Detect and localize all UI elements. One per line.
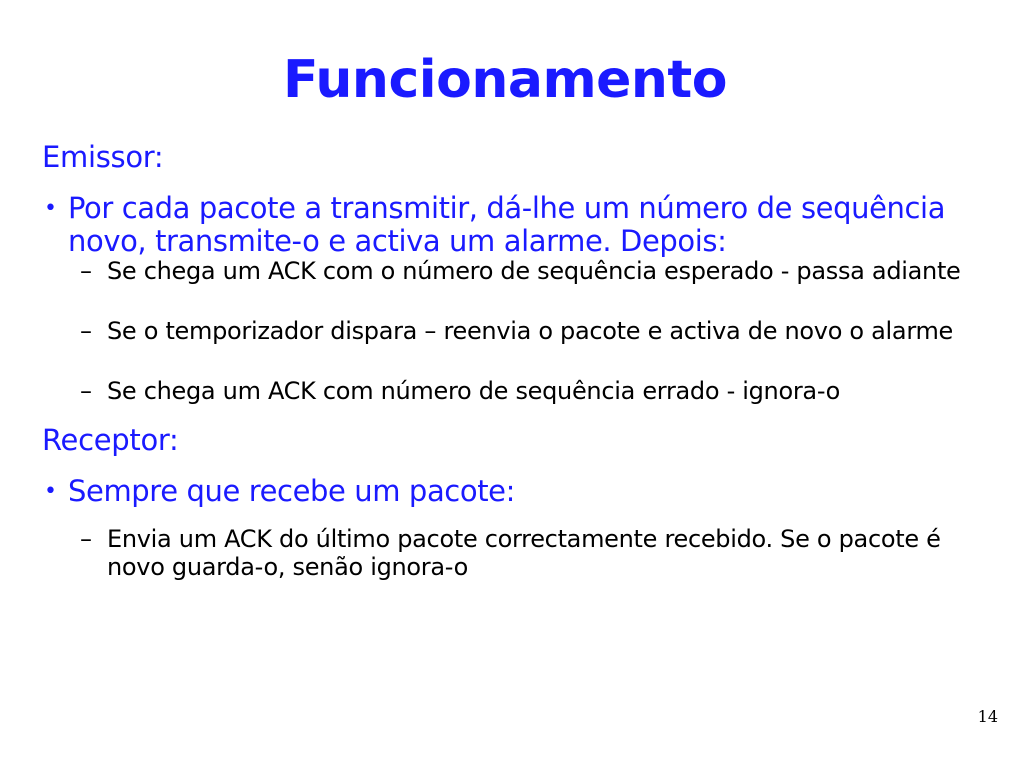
dash-marker: – (80, 525, 92, 553)
section-heading-receptor: Receptor: (42, 423, 179, 457)
sub-item-text: Se o temporizador dispara – reenvia o pacote e activa de novo o alarme (107, 317, 954, 345)
page-number: 14 (977, 707, 998, 726)
dash-marker: – (80, 257, 92, 285)
section-heading-emissor: Emissor: (42, 140, 164, 174)
bullet-marker: • (44, 196, 57, 221)
bullet-text: Sempre que recebe um pacote: (68, 474, 515, 508)
sub-item-text: Se chega um ACK com o número de sequência esperado - passa adiante (107, 257, 961, 285)
sub-item-text: Envia um ACK do último pacote correctamente recebido. Se o pacote é novo guarda-o, senão ignora-o (107, 525, 941, 581)
dash-marker: – (80, 317, 92, 345)
bullet-text: Por cada pacote a transmitir, dá-lhe um número de sequência novo, transmite-o e activa um alarme. Depois: (68, 191, 946, 258)
slide-title: Funcionamento (282, 50, 727, 110)
bullet-marker: • (44, 479, 57, 504)
sub-item-text: Se chega um ACK com número de sequência errado - ignora-o (107, 377, 841, 405)
dash-marker: – (80, 377, 92, 405)
